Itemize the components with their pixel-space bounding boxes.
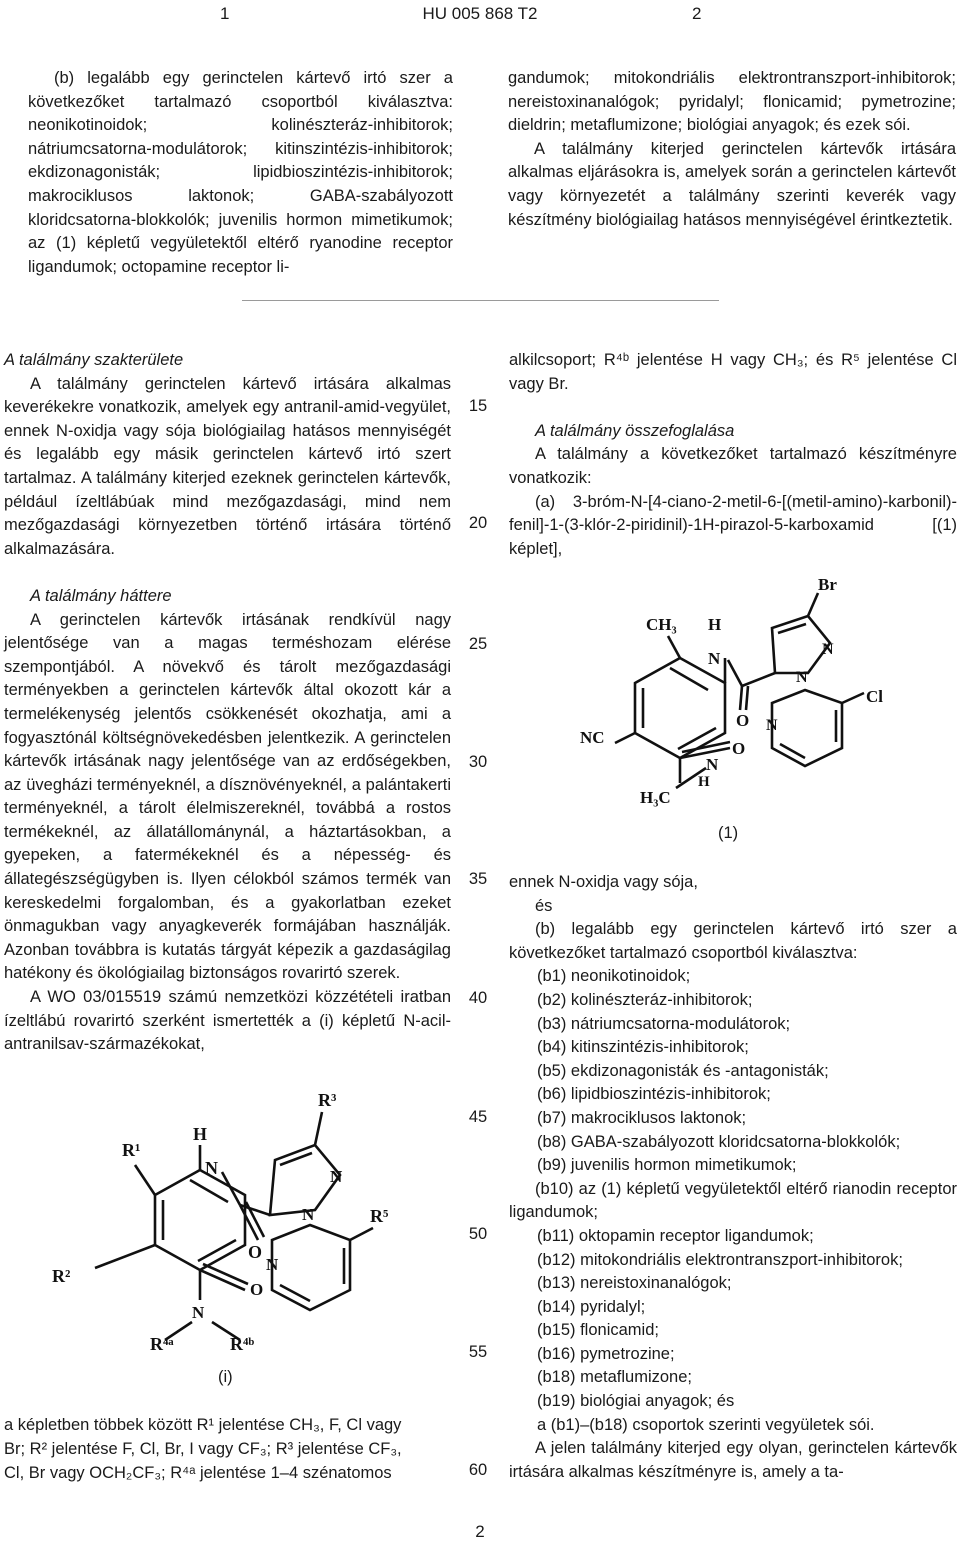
- line-number: 40: [468, 989, 488, 1007]
- line-number: 20: [468, 514, 488, 532]
- footer-page-number: 2: [475, 1522, 485, 1541]
- formula-i-definitions: [4, 1413, 451, 1485]
- ring-double-bond: [198, 1240, 236, 1261]
- h3c-label: H₃C: [640, 788, 671, 807]
- r5-label: R⁵: [370, 1206, 389, 1226]
- line-number: 25: [468, 635, 488, 653]
- bond-co-double: [746, 686, 748, 710]
- nc-label: NC: [580, 728, 605, 747]
- component-b-intro: (b) legalább egy gerinctelen kártevő irtó szer a következőket tartalmazó csoportból kiválasztva:: [509, 920, 957, 962]
- h-label-lower: H: [698, 774, 710, 790]
- r4b-label: R⁴ᵇ: [230, 1334, 255, 1354]
- bond-nc: [615, 733, 635, 743]
- n-label-pyrazole-2: N: [302, 1205, 315, 1224]
- formula-1-label: (1): [718, 824, 739, 842]
- background-paragraph: A gerinctelen kártevők irtásának rendkívül nagy jelentősége van a magas terméshozam elérése szempontjából. A növekvő és tárolt mezőgazdasági terményekben a gerinctelen kártevők által okozott kár a termelékenység jelentős csökkenését okozhatja, ami a fogyasztónál költségnövekedésben jelentkezik. A gerinctelen kártevők irtásának nagy jelentősége van az erdőségekben, az üvegházi terményeknél, a dísznövényeknél, a palántakerti terményeknél, a tárolt élelmiszereknél, továbbá a rostos termékeknél, az állatállománynál, a háztartásokban, a gyepeken, a fatermékeknél és a népesség- és állategészségügyben is. Ilyen célokból számos termék van kereskedelmi forgalomban, és a gyakorlatban ezeket önmagukban vagy anyagkeverék formájában használják. Azonban továbbra is kutatás tárgyát képezik a gazdaságilag hatékony és ökológiailag biztonságos rovarirtó szerek.: [4, 610, 451, 983]
- r2-label: R²: [52, 1266, 71, 1286]
- b-list-item: (b2) kolinészteráz-inhibitorok;: [537, 990, 753, 1009]
- definition-line: a képletben többek között R¹ jelentése CH₃, F, Cl vagy: [4, 1416, 402, 1434]
- line-number: 50: [468, 1225, 488, 1243]
- n-label: N: [708, 649, 721, 668]
- right-page-number: 2: [692, 4, 702, 23]
- b-list-item: (b14) pyridalyl;: [537, 1297, 646, 1316]
- n-label-pyridine: N: [266, 1255, 279, 1274]
- top-right-column: [508, 67, 956, 232]
- main-right-lower: [509, 871, 957, 1484]
- definition-line: Cl, Br vagy OCH₂CF₃; R⁴ᵃ jelentése 1–4 szénatomos: [4, 1464, 392, 1482]
- line-number: 30: [468, 753, 488, 771]
- h-label: H: [708, 615, 722, 634]
- pyridine-double-bond: [780, 744, 805, 758]
- b-list-item: (b15) flonicamid;: [537, 1321, 659, 1340]
- final-paragraph: A jelen találmány kiterjed egy olyan, gerinctelen kártevők irtására alkalmas készítményre is, amely a ta-: [509, 1439, 957, 1481]
- main-right-column: [509, 349, 957, 561]
- summary-paragraph: A találmány a következőket tartalmazó készítményre vonatkozik:: [509, 445, 957, 487]
- n-label-lower: N: [192, 1303, 205, 1322]
- bond-co: [740, 686, 742, 710]
- heading-background: A találmány háttere: [30, 586, 172, 605]
- n-label-lower: N: [706, 755, 719, 774]
- conjunction: és: [535, 896, 553, 915]
- b-list-item: (b9) juvenilis hormon mimetikumok;: [537, 1156, 797, 1175]
- patent-number: HU 005 868 T2: [422, 4, 538, 23]
- r3-label: R³: [318, 1090, 337, 1110]
- b-list-item: (b1) neonikotinoidok;: [537, 967, 691, 986]
- cl-label: Cl: [866, 687, 883, 706]
- line-number: 15: [468, 397, 488, 415]
- section-divider: [242, 300, 719, 301]
- br-label: Br: [818, 578, 837, 594]
- formula-1-structure: [580, 578, 910, 808]
- o-label-lower: O: [732, 739, 746, 758]
- prior-art-paragraph: A WO 03/015519 számú nemzetközi közzétételi iratban ízeltlábú rovarirtó szerként ismertették a (i) képletű N-acil-antranilsav-származékokat,: [4, 988, 451, 1054]
- main-left-column: [4, 349, 451, 1057]
- top-left-paragraph: (b) legalább egy gerinctelen kártevő irtó szer a következőket tartalmazó csoportból kiválasztva: neonikotinoidok; kolinészteráz-inhibitorok; nátriumcsatorna-modulátorok; kitinszintézis-inhibitorok; ekdizonagonisták; lipidbioszintézis-inhibitorok; makrociklusos laktonok; GABA-szabályozott kloridcsatorna-blokkolók; juvenilis hormon mimetikumok; az (1) képletű vegyületektől eltérő ryanodine receptor ligandumok; octopamine receptor li-: [28, 69, 453, 276]
- pyridine-ring-1: [772, 690, 842, 766]
- heading-field: A találmány szakterülete: [4, 351, 184, 369]
- b-list-item: (b16) pymetrozine;: [537, 1344, 675, 1363]
- b-list-item: a (b1)–(b18) csoportok szerinti vegyületek sói.: [537, 1415, 875, 1434]
- bond-ch3: [668, 636, 680, 658]
- bond-r3: [315, 1112, 322, 1145]
- line-number: 60: [468, 1461, 488, 1479]
- b-list-item: (b7) makrociklusos laktonok;: [537, 1108, 747, 1127]
- line-number: 35: [468, 870, 488, 888]
- r-group-continuation: alkilcsoport; R⁴ᵇ jelentése H vagy CH₃; és R⁵ jelentése Cl vagy Br.: [509, 351, 957, 393]
- ch3-label: CH₃: [646, 615, 677, 634]
- b-list-item: (b19) biológiai anyagok; és: [537, 1392, 735, 1411]
- top-left-column: [28, 67, 453, 279]
- b-list-item-b10: (b10) az (1) képletű vegyületektől eltérő rianodin receptor ligandumok;: [509, 1179, 957, 1222]
- b-list-item: (b4) kitinszintézis-inhibitorok;: [537, 1038, 749, 1057]
- bond-n-c: [728, 660, 742, 686]
- field-paragraph: A találmány gerinctelen kártevő irtására alkalmas keverékekre vonatkozik, amelyek egy antranil-amid-vegyület, ennek N-oxidja vagy sója biológiailag hatásos mennyiségét és legalább egy másik gerinctelen kártevő irtó szert tartalmaz. A találmány kiterjed ezeknek gerinctelen kártevők, például ízeltlábúak mind mezőgazdasági, mind nem mezőgazdasági környezetben történő irtására történő alkalmazására.: [4, 374, 451, 558]
- b-list-item: (b3) nátriumcsatorna-modulátorok;: [537, 1014, 791, 1033]
- bond-c-pyrazole: [742, 673, 775, 686]
- n-label-pyridine: N: [766, 717, 778, 734]
- n-label: N: [205, 1158, 218, 1178]
- line-number: 55: [468, 1343, 488, 1361]
- b-list-item: (b12) mitokondriális elektrontranszport-inhibitorok;: [537, 1250, 903, 1269]
- b-list-item: (b13) nereistoxinanalógok;: [537, 1274, 732, 1293]
- pyrazole-double-bond: [280, 1153, 312, 1165]
- h-label: H: [193, 1124, 208, 1144]
- b-list-item: (b5) ekdizonagonisták és -antagonisták;: [537, 1061, 829, 1080]
- bond-r5: [350, 1228, 373, 1240]
- formula-i-label: (i): [218, 1368, 233, 1386]
- bond-cl: [842, 693, 864, 703]
- o-label: O: [248, 1242, 263, 1262]
- top-right-paragraph-2: A találmány kiterjed gerinctelen kártevők irtására alkalmas eljárásokra is, amelyek során a gerinctelen kártevőt vagy környezetét a találmány szerinti keverék vagy készítmény biológiailag hatásos mennyiségével érintkeztetik.: [508, 139, 956, 229]
- bond-br: [808, 593, 818, 616]
- o-label: O: [736, 711, 750, 730]
- line-number: 45: [468, 1108, 488, 1126]
- pyridine-ring-i: [272, 1225, 350, 1310]
- formula-i-structure: [40, 1090, 420, 1360]
- bond-r1: [135, 1165, 155, 1195]
- after-formula-1: ennek N-oxidja vagy sója,: [509, 873, 698, 891]
- b-list-item: (b18) metaflumizone;: [537, 1368, 692, 1387]
- heading-summary: A találmány összefoglalása: [535, 421, 735, 440]
- top-right-paragraph-1: gandumok; mitokondriális elektrontranszport-inhibitorok; nereistoxinanalógok; pyridalyl; flonicamid; pymetrozine; dieldrin; metaflumizone; biológiai anyagok; és ezek sói.: [508, 69, 956, 135]
- r4a-label: R⁴ᵃ: [150, 1334, 174, 1354]
- item-a: (a) 3-bróm-N-[4-ciano-2-metil-6-[(metil-amino)-karbonil)-fenil]-1-(3-klór-2-piridinil)-1H-pirazol-5-karboxamid [(1) képlet],: [509, 492, 957, 558]
- left-page-number: 1: [220, 4, 230, 23]
- o-label-lower: O: [250, 1280, 264, 1299]
- pyridine-double-bond: [280, 1285, 310, 1301]
- n-label-pyrazole: N: [822, 641, 834, 658]
- b-list-item: (b6) lipidbioszintézis-inhibitorok;: [537, 1085, 771, 1104]
- n-label-pyrazole: N: [330, 1167, 343, 1186]
- bond-r2: [95, 1245, 155, 1268]
- r1-label: R¹: [122, 1140, 141, 1160]
- b-list-item: (b8) GABA-szabályozott kloridcsatorna-blokkolók;: [537, 1132, 901, 1151]
- definition-line: Br; R² jelentése F, Cl, Br, I vagy CF₃; R³ jelentése CF₃,: [4, 1440, 402, 1458]
- n-label-pyrazole-2: N: [796, 669, 808, 686]
- b-list-item: (b11) oktopamin receptor ligandumok;: [537, 1226, 814, 1245]
